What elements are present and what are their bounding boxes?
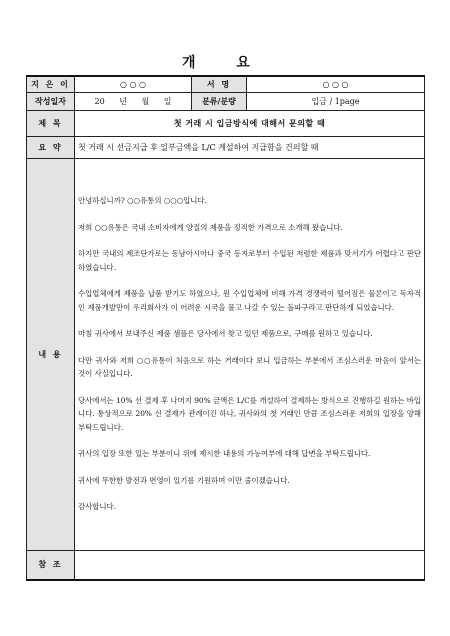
content-label: 내 용 bbox=[27, 158, 75, 550]
content-paragraph: 당사에서는 10% 선 결제 후 나머지 90% 금액은 L/C를 개설하여 결제하는 방식으로 진행하길 원하는 바입니다. 통상적으로 20% 선 결제가 관례이긴 하나, 귀사와의 첫 거래인 만큼 조심스러운 저희의 입장을 양해 부탁드립니다. bbox=[78, 395, 421, 432]
page-title: 개 요 bbox=[182, 55, 268, 71]
content-paragraph: 안녕하십니까? ○○유통의 ○○○입니다. bbox=[78, 196, 207, 206]
content-paragraph: 수입업체에게 제품을 납품 받기도 하였으나, 원 수입업체에 비해 가격 경쟁력이 떨어짐은 물론이고 독자적인 제품개발만이 우리회사가 이 어려운 시국을 풀고 나갈 수 있는 돌파구라고 판단하게 되었습니다. bbox=[78, 289, 421, 312]
summary-table bbox=[26, 75, 425, 581]
summary-label: 요 약 bbox=[27, 136, 75, 158]
date-row bbox=[27, 92, 425, 110]
summary-value: 첫 거래 시 선금지급 후 일부금액을 L/C 계설하여 지급함을 건의할 때 bbox=[75, 136, 425, 158]
content-paragraph: 귀사에 무한한 발전과 번영이 있기를 기원하며 이만 줄이겠습니다. bbox=[78, 475, 290, 485]
author-row bbox=[27, 76, 425, 92]
content-paragraph: 마침 귀사에서 보내주신 제품 샘플은 당사에서 찾고 있던 제품으로, 구매를 원하고 있습니다. bbox=[78, 329, 373, 339]
content-paragraph: 저희 ○○유통은 국내 소비자에게 양질의 제품을 정직한 가격으로 소개해 왔습니다. bbox=[78, 222, 343, 232]
signature-label: 서 명 bbox=[192, 76, 247, 92]
subject-row bbox=[27, 110, 425, 136]
content-paragraph: 귀사의 입장 또한 있는 부분이니 위에 제시한 내용의 가능여부에 대해 답변을 부탁드립니다. bbox=[78, 449, 371, 459]
content-row bbox=[27, 158, 425, 550]
date-value: 20 년 월 일 bbox=[75, 92, 192, 110]
reference-value bbox=[75, 550, 425, 580]
date-label: 작성일자 bbox=[27, 92, 75, 110]
author-value: ○ ○ ○ bbox=[75, 76, 192, 92]
signature-value: ○ ○ ○ bbox=[247, 76, 425, 92]
content-body bbox=[75, 158, 425, 550]
reference-label: 참 조 bbox=[27, 550, 75, 580]
subject-label: 제 목 bbox=[27, 110, 75, 136]
content-paragraph: 다만 귀사와 저희 ○○유통이 처음으로 하는 거래이다 보니 입금하는 부분에서 조심스러운 마음이 앞서는 것이 사실입니다. bbox=[78, 355, 421, 379]
reference-row bbox=[27, 550, 425, 580]
author-label: 지 은 이 bbox=[27, 76, 75, 92]
summary-row bbox=[27, 136, 425, 158]
category-value: 입금 / 1page bbox=[247, 92, 425, 110]
content-paragraph: 감사합니다. bbox=[78, 502, 117, 512]
subject-value: 첫 거래 시 입금방식에 대해서 문의할 때 bbox=[75, 110, 425, 136]
content-paragraph: 하지만 국내의 제조단가로는 동남아시아나 중국 등지로부터 수입된 저렴한 제품과 맞서기가 어렵다고 판단하였습니다. bbox=[78, 249, 421, 272]
category-label: 분류/분량 bbox=[192, 92, 247, 110]
